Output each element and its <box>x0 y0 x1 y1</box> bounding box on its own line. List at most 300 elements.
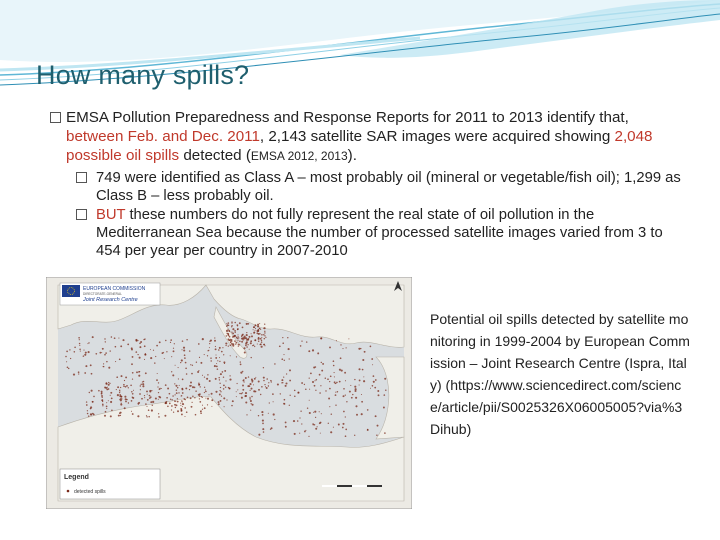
spill-point <box>261 411 263 413</box>
spill-point <box>174 383 175 384</box>
spill-point <box>110 401 112 403</box>
spill-point <box>176 389 177 390</box>
spill-point <box>250 342 252 344</box>
logo-line-3: Joint Research Centre <box>83 297 138 303</box>
spill-point <box>334 372 335 373</box>
spill-point <box>231 321 233 323</box>
spill-point <box>308 350 310 352</box>
spill-point <box>232 332 234 334</box>
spill-point <box>289 380 291 382</box>
spill-point <box>263 334 265 336</box>
spill-point <box>282 382 283 383</box>
spill-point <box>165 340 166 341</box>
spill-point <box>219 390 220 391</box>
spill-point <box>261 341 263 343</box>
spill-point <box>242 380 244 382</box>
spill-point <box>294 390 296 392</box>
bullet-caveat <box>76 206 690 260</box>
spill-point <box>186 373 188 375</box>
map-caption: Potential oil spills detected by satellite monitoring in 1999-2004 by European Commission – Joint Research Centre (Ispra, Italy) (https://www.sciencedirect.com/science/article/pii/S0025326X06005005?via%3Dihub) <box>430 311 690 437</box>
spill-point <box>337 391 339 393</box>
spill-point <box>155 356 156 357</box>
spill-point <box>287 337 288 338</box>
spill-point <box>333 427 334 428</box>
spill-point <box>170 399 171 400</box>
spill-point <box>315 417 316 418</box>
spill-point <box>103 363 104 364</box>
spill-point <box>89 392 90 393</box>
spill-point <box>150 357 152 359</box>
spill-point <box>141 398 143 400</box>
spill-point <box>221 395 222 396</box>
spill-point <box>166 351 167 352</box>
spill-point <box>104 338 105 339</box>
spill-point <box>198 383 200 385</box>
spill-point <box>288 348 290 350</box>
spill-point <box>283 403 285 405</box>
spill-point <box>136 371 138 373</box>
spill-point <box>314 411 316 413</box>
spill-point <box>235 332 236 333</box>
spill-point <box>131 391 133 393</box>
spill-point <box>209 347 210 348</box>
spill-point <box>125 376 127 378</box>
spill-point <box>228 334 230 336</box>
spill-point <box>226 399 227 400</box>
spill-point <box>158 382 159 383</box>
spill-point <box>138 340 139 341</box>
spill-point <box>204 387 205 388</box>
spill-point <box>319 411 320 412</box>
spill-point <box>257 325 259 327</box>
spill-point <box>249 336 251 338</box>
spill-point <box>319 422 321 424</box>
spill-point <box>139 346 141 348</box>
spill-point <box>361 413 363 415</box>
spill-point <box>139 343 141 345</box>
spill-point <box>222 347 223 348</box>
spill-point <box>294 396 296 398</box>
spill-point <box>374 387 376 389</box>
spill-point <box>313 366 315 368</box>
spill-point <box>144 345 146 347</box>
highlight-period: between Feb. and Dec. 2011 <box>66 128 260 145</box>
spill-point <box>93 414 95 416</box>
spill-point <box>161 388 162 389</box>
spill-point <box>349 391 351 393</box>
spill-point <box>104 387 106 389</box>
spill-point <box>93 396 95 398</box>
spill-point <box>258 329 260 331</box>
spill-point <box>124 380 125 381</box>
spill-point <box>243 347 245 349</box>
spill-point <box>87 413 89 415</box>
spill-point <box>137 354 138 355</box>
spill-point <box>342 423 344 425</box>
spill-point <box>329 381 330 382</box>
spill-point <box>198 394 200 396</box>
spill-point <box>300 345 302 347</box>
spill-point <box>265 337 266 338</box>
spill-point <box>219 394 221 396</box>
bullet-text: 749 were identified as Class A – most probably oil (mineral or vegetable/fish oil); 1,299 as Class B – less probably oil. <box>96 170 681 204</box>
spill-point <box>370 346 372 348</box>
spill-point <box>281 358 283 360</box>
spill-point <box>285 382 287 384</box>
bullet-text-part: , 2,143 satellite SAR images were acquired showing <box>259 128 615 145</box>
spill-point <box>132 413 134 415</box>
spill-point <box>271 381 272 382</box>
spill-point <box>375 379 377 381</box>
spill-point <box>230 342 232 344</box>
spill-point <box>253 344 254 345</box>
spill-point <box>185 362 187 364</box>
spill-point <box>157 386 158 387</box>
spill-point <box>268 382 269 383</box>
spill-point <box>157 373 158 374</box>
spill-point <box>182 392 184 394</box>
spill-point <box>240 364 242 366</box>
spill-point <box>106 408 107 409</box>
spill-point <box>241 338 243 340</box>
spill-point <box>111 409 113 411</box>
spill-point <box>345 394 346 395</box>
spill-point <box>309 412 311 414</box>
spill-point <box>67 367 69 369</box>
spill-point <box>264 384 265 385</box>
spill-point <box>253 327 254 328</box>
spill-point <box>301 340 302 341</box>
spill-point <box>250 410 251 411</box>
spill-point <box>265 386 266 387</box>
spill-point <box>362 369 364 371</box>
spill-point <box>244 337 246 339</box>
spill-point <box>220 387 221 388</box>
spill-point <box>202 338 204 340</box>
spill-point <box>300 411 301 412</box>
spill-point <box>205 391 207 393</box>
spill-point <box>169 403 171 405</box>
spill-point <box>246 332 247 333</box>
spill-point <box>363 380 365 382</box>
spill-point <box>145 403 147 405</box>
spill-point <box>83 350 84 351</box>
spill-point <box>342 427 344 429</box>
spill-point <box>310 373 312 375</box>
spill-point <box>352 394 353 395</box>
spill-point <box>271 427 273 429</box>
spill-point <box>240 361 241 362</box>
spill-point <box>146 406 147 407</box>
spill-point <box>230 344 232 346</box>
spill-point <box>88 351 90 353</box>
spill-point <box>269 402 270 403</box>
spill-point <box>354 390 356 392</box>
spill-point <box>312 381 314 383</box>
spill-point <box>240 393 242 395</box>
spill-point <box>108 400 109 401</box>
spill-point <box>110 415 112 417</box>
spill-point <box>320 338 322 340</box>
bullet-text-part: EMSA Pollution Preparedness and Response Reports for 2011 to 2013 identify that, <box>66 109 629 126</box>
spill-point <box>215 346 216 347</box>
spill-point <box>158 416 160 418</box>
spill-point <box>223 397 225 399</box>
spill-point <box>78 337 80 339</box>
spill-point <box>180 410 182 412</box>
bullet-text-part: detected ( <box>179 147 251 164</box>
spill-point <box>139 371 140 372</box>
spill-point <box>258 337 260 339</box>
spill-point <box>189 389 190 390</box>
spill-point <box>355 405 357 407</box>
spill-point <box>177 410 179 412</box>
spill-point <box>245 401 247 403</box>
spill-point <box>104 415 106 417</box>
spill-point <box>126 385 128 387</box>
spill-point <box>140 389 141 390</box>
spill-point <box>317 426 318 427</box>
spill-point <box>270 380 272 382</box>
spill-point <box>334 376 335 377</box>
spill-point <box>101 391 103 393</box>
spill-point <box>110 350 111 351</box>
spill-point <box>237 389 238 390</box>
spill-point <box>205 398 206 399</box>
spill-point <box>107 387 108 388</box>
spill-point <box>225 342 227 344</box>
spill-point <box>372 364 373 365</box>
bullet-text: these numbers do not fully represent the real state of oil pollution in the Mediterranean Sea because the number of processed satellite images varied from 3 to 454 per year per country in 2007-2010 <box>96 207 663 259</box>
spill-point <box>356 414 358 416</box>
spill-point <box>245 345 247 347</box>
spill-point <box>254 378 256 380</box>
spill-point <box>309 377 310 378</box>
spill-point <box>91 373 93 375</box>
spill-point <box>190 382 192 384</box>
spill-point <box>220 373 222 375</box>
spill-point <box>335 394 337 396</box>
spill-point <box>264 327 266 329</box>
spill-point <box>367 409 369 411</box>
spill-point <box>321 362 322 363</box>
spill-point <box>152 401 154 403</box>
spill-point <box>205 389 206 390</box>
spill-point <box>377 425 379 427</box>
spill-point <box>223 354 224 355</box>
spill-point <box>217 368 219 370</box>
spill-point <box>214 365 216 367</box>
spill-point <box>173 350 175 352</box>
spill-point <box>254 324 256 326</box>
spill-point <box>132 356 134 358</box>
spill-point <box>211 399 213 401</box>
spill-point <box>312 349 314 351</box>
spill-point <box>264 345 265 346</box>
spill-point <box>118 338 119 339</box>
spill-point <box>106 361 108 363</box>
spill-point <box>225 345 226 346</box>
spill-point <box>79 339 80 340</box>
spill-point <box>180 403 181 404</box>
spill-point <box>102 401 103 402</box>
spill-point <box>268 413 269 414</box>
spill-point <box>301 423 302 424</box>
spill-point <box>219 379 220 380</box>
spill-point <box>144 359 145 360</box>
spill-point <box>147 394 148 395</box>
spill-point <box>160 388 161 389</box>
spill-point <box>206 378 208 380</box>
spill-point <box>198 384 200 386</box>
spill-point <box>209 343 210 344</box>
spill-point <box>204 354 205 355</box>
spill-point <box>170 339 172 341</box>
spill-point <box>177 398 178 399</box>
spill-point <box>233 343 235 345</box>
bullet-text-part: ). <box>347 147 357 164</box>
spill-point <box>258 434 260 436</box>
spill-point <box>184 357 186 359</box>
spill-point <box>165 384 167 386</box>
spill-point <box>144 395 145 396</box>
spill-point <box>156 379 158 381</box>
spill-point <box>135 351 137 353</box>
spill-point <box>246 339 248 341</box>
spill-point <box>273 413 275 415</box>
spill-point <box>316 379 318 381</box>
spill-point <box>219 357 220 358</box>
spill-point <box>199 401 201 403</box>
spill-point <box>301 382 303 384</box>
spill-point <box>258 415 259 416</box>
spill-point <box>131 349 133 351</box>
spill-point <box>102 399 104 401</box>
spill-point <box>216 363 217 364</box>
spill-point <box>260 329 261 330</box>
spill-point <box>181 413 183 415</box>
spill-point <box>317 352 319 354</box>
spill-point <box>192 365 193 366</box>
spill-point <box>150 349 151 350</box>
spill-point <box>118 415 120 417</box>
spill-point <box>68 368 70 370</box>
spill-point <box>238 344 239 345</box>
spill-point <box>281 382 282 383</box>
spill-point <box>360 348 361 349</box>
spill-point <box>151 390 152 391</box>
spill-point <box>90 414 91 415</box>
spill-point <box>88 415 90 417</box>
spill-point <box>246 323 248 325</box>
spill-point <box>255 391 257 393</box>
spill-point <box>254 330 255 331</box>
spill-point <box>74 351 76 353</box>
spill-point <box>181 359 183 361</box>
spill-point <box>233 335 235 337</box>
spill-point <box>115 361 116 362</box>
spill-point <box>66 361 67 362</box>
spill-point <box>249 398 251 400</box>
spill-point <box>220 391 221 392</box>
spill-point <box>192 386 194 388</box>
spill-point <box>137 415 139 417</box>
spill-point <box>199 398 200 399</box>
spill-point <box>202 397 203 398</box>
spill-point <box>143 339 144 340</box>
spill-point <box>336 340 337 341</box>
spill-point <box>245 395 247 397</box>
spill-point <box>284 399 286 401</box>
spill-point <box>251 335 253 337</box>
spill-point <box>125 386 127 388</box>
spill-point <box>218 403 220 405</box>
spill-point <box>239 393 240 394</box>
spill-point <box>237 324 239 326</box>
spill-point <box>237 383 238 384</box>
spill-point <box>237 334 238 335</box>
spill-point <box>250 400 252 402</box>
spill-point <box>322 363 324 365</box>
spill-point <box>183 349 185 351</box>
spill-point <box>123 386 125 388</box>
spill-point <box>146 415 147 416</box>
spill-point <box>231 323 232 324</box>
spill-point <box>258 381 260 383</box>
spill-point <box>131 363 133 365</box>
spill-point <box>175 401 176 402</box>
spill-point <box>158 392 159 393</box>
spill-point <box>132 379 133 380</box>
spill-point <box>223 385 225 387</box>
spill-point <box>354 386 356 388</box>
spill-point <box>170 342 171 343</box>
bullet-box-icon <box>76 209 87 220</box>
spill-point <box>249 383 251 385</box>
spill-point <box>144 397 145 398</box>
spill-point <box>359 379 361 381</box>
spill-point <box>171 405 173 407</box>
spill-point <box>152 405 153 406</box>
spill-point <box>345 429 347 431</box>
spill-point <box>150 396 152 398</box>
spill-point <box>116 376 118 378</box>
spill-point <box>140 385 141 386</box>
spill-point <box>354 435 355 436</box>
bullet-class-counts <box>76 169 690 205</box>
spill-point <box>229 336 231 338</box>
spill-point <box>254 346 255 347</box>
spill-point <box>121 375 123 377</box>
spill-point <box>341 370 343 372</box>
spill-point <box>274 419 275 420</box>
spill-point <box>242 392 243 393</box>
spill-point <box>138 402 140 404</box>
spill-point <box>274 363 275 364</box>
spill-point <box>266 378 268 380</box>
legend-title: Legend <box>64 474 89 481</box>
spill-point <box>257 343 258 344</box>
spill-point <box>204 407 206 409</box>
spill-point <box>338 424 340 426</box>
spill-point <box>321 370 323 372</box>
spill-point <box>83 355 85 357</box>
spill-point <box>376 434 377 435</box>
spill-point <box>354 379 355 380</box>
spill-point <box>111 398 113 400</box>
spill-point <box>207 404 208 405</box>
spill-point <box>309 400 310 401</box>
